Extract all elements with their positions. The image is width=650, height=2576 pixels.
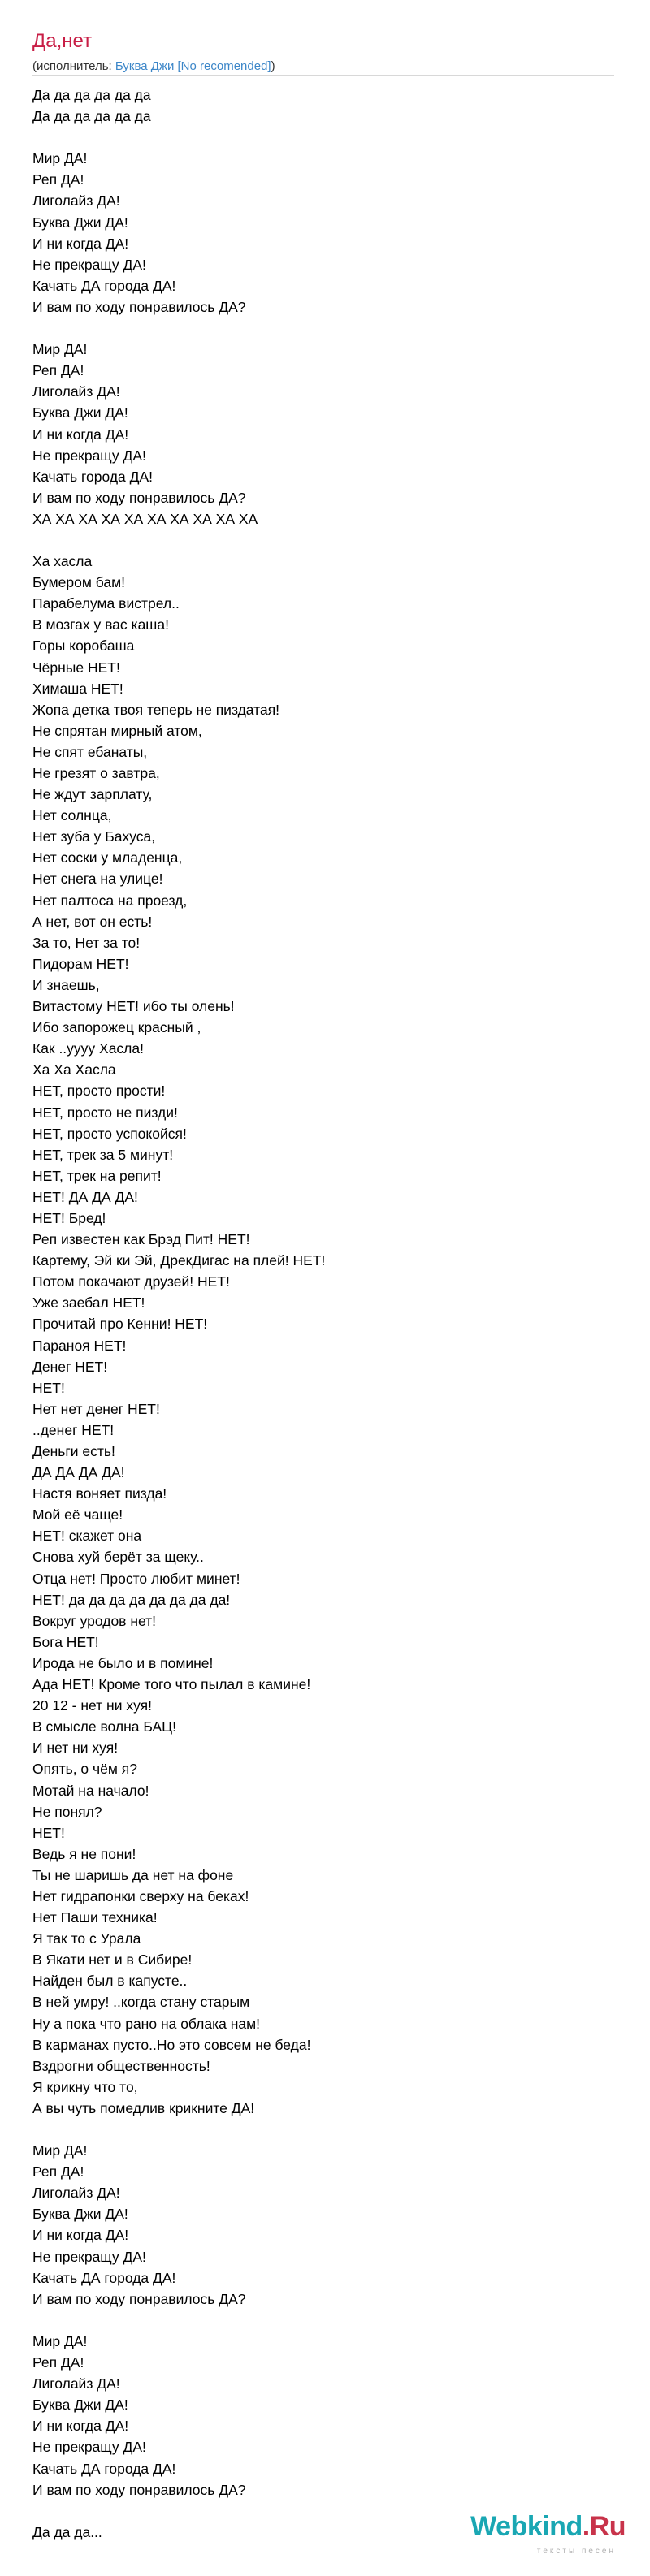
logo-wordmark (470, 2511, 626, 2543)
recommended-link[interactable]: [No recomended] (177, 59, 271, 73)
lyrics-text: Да да да да да да Да да да да да да Мир ДА! Реп ДА! Лиголайз ДА! Буква Джи ДА! И ни когда ДА! Не прекращу ДА! Качать ДА города ДА! И вам по ходу понравилось ДА? Мир ДА! Реп ДА! Лиголайз ДА! Буква Джи ДА! И ни когда ДА! Не прекращу ДА! Качать города ДА! И вам по ходу понравилось ДА? ХА ХА ХА ХА ХА ХА ХА ХА ХА ХА Ха хасла Бумером бам! Парабелума вистрел.. В мозгах у вас каша! Горы коробаша Чёрные НЕТ! Химаша НЕТ! Жопа детка твоя теперь не пиздатая! Не спрятан мирный атом, Не спят ебанаты, Не грезят о завтра, Не ждут зарплату, Нет солнца, Нет зуба у Бахуса, Нет соски у младенца, Нет снега на улице! Нет палтоса на проезд, А нет, вот он есть! За то, Нет за то! Пидорам НЕТ! И знаешь, Витастому НЕТ! ибо ты олень! Ибо запорожец красный , Как ..уууу Хасла! Ха Ха Хасла НЕТ, просто прости! НЕТ, просто не пизди! НЕТ, просто успокойся! НЕТ, трек за 5 минут! НЕТ, трек на репит! НЕТ! ДА ДА ДА! НЕТ! Бред! Реп известен как Брэд Пит! НЕТ! Картему, Эй ки Эй, ДрекДигас на плей! НЕТ! Потом покачают друзей! НЕТ! Уже заебал НЕТ! Прочитай про Кенни! НЕТ! Параноя НЕТ! Денег НЕТ! НЕТ! Нет нет денег НЕТ! ..денег НЕТ! Деньги есть! ДА ДА ДА ДА! Настя воняет пизда! Мой её чаще! НЕТ! скажет она Снова хуй берёт за щеку.. Отца нет! Просто любит минет! НЕТ! да да да да да да да да! Вокруг уродов нет! Бога НЕТ! Ирода не было и в помине! Ада НЕТ! Кроме того что пылал в камине! 20 12 - нет ни хуя! В смысле волна БАЦ! И нет ни хуя! Опять, о чём я? Мотай на начало! Не понял? НЕТ! Ведь я не пони! Ты не шаришь да нет на фоне Нет гидрапонки сверху на беках! Нет Паши техника! Я так то с Урала В Якати нет и в Сибире! Найден был в капусте.. В ней умру! ..когда стану старым Ну а пока что рано на облака нам! В карманах пусто..Но это совсем не беда! Вздрогни общественность! Я крикну что то, А вы чуть помедлив крикните ДА! Мир ДА! Реп ДА! Лиголайз ДА! Буква Джи ДА! И ни когда ДА! Не прекращу ДА! Качать ДА города ДА! И вам по ходу понравилось ДА? Мир ДА! Реп ДА! Лиголайз ДА! Буква Джи ДА! И ни когда ДА! Не прекращу ДА! Качать ДА города ДА! И вам по ходу понравилось ДА? Да да да... (32, 87, 326, 2540)
logo-tld: .Ru (582, 2511, 626, 2542)
artist-byline (32, 58, 275, 75)
byline-suffix: ) (271, 59, 275, 73)
artist-link[interactable]: Буква Джи (115, 59, 175, 73)
logo-tagline: тексты песен (536, 2547, 616, 2556)
header-divider (32, 75, 614, 76)
logo-brand: Webkind (470, 2511, 583, 2542)
byline-prefix: (исполнитель: (32, 59, 115, 73)
song-title: Да,нет (32, 30, 93, 52)
site-logo[interactable] (463, 2511, 626, 2568)
